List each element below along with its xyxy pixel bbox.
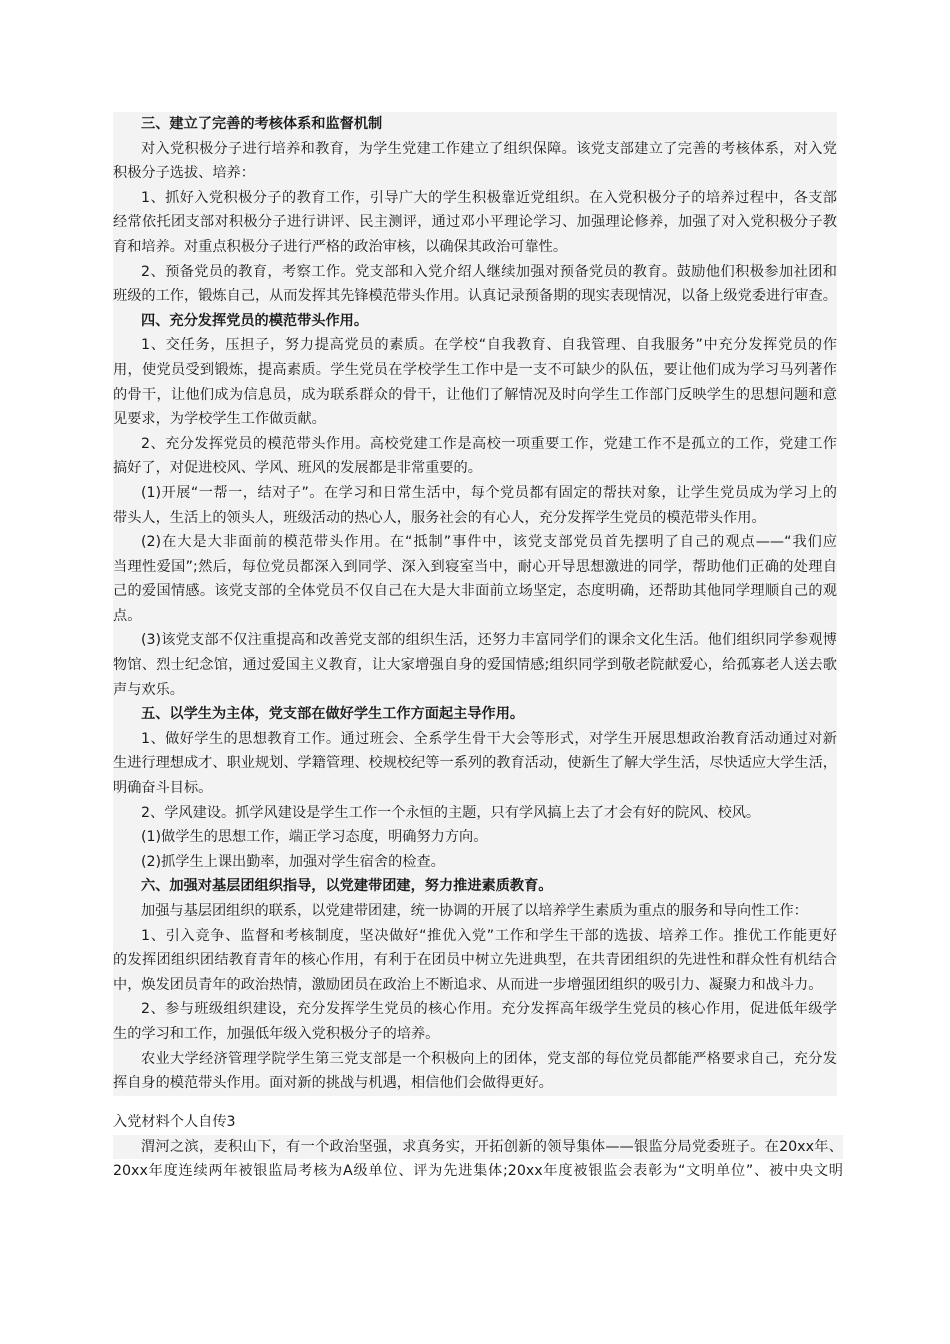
text-line: 2、预备党员的教育，考察工作。党支部和入党介绍人继续加强对预备党员的教育。鼓励他们积极参加社团和 — [141, 263, 837, 280]
section-heading: 三、建立了完善的考核体系和监督机制 — [141, 116, 383, 132]
text-line: 20xx年度连续两年被银监局考核为A级单位、评为先进集体;20xx年度被银监会表彰为“文明单位”、被中央文明 — [113, 1159, 843, 1184]
text-line: 班级的工作，锻炼自己，从而发挥其先锋模范带头作用。认真记录预备期的现实表现情况，以备上级党委进行审查。 — [113, 288, 837, 305]
text-line: (2)抓学生上课出勤率，加强对学生宿舍的检查。 — [141, 853, 445, 870]
text-line: 当理性爱国”;然后，每位党员都深入到同学、深入到寝室当中，耐心开导思想激进的同学，帮助他们正确的处理自 — [113, 558, 837, 575]
text-line: 搞好了，对促进校风、学风、班风的发展都是非常重要的。 — [113, 460, 482, 477]
text-line: 1、引入竞争、监督和考核制度，坚决做好“推优入党”工作和学生干部的选拔、培养工作。推优工作能更好 — [141, 927, 837, 944]
text-line: 挥自身的模范带头作用。面对新的挑战与机遇，相信他们会做得更好。 — [113, 1075, 553, 1092]
text-line: 生进行理想成才、职业规划、学籍管理、校规校纪等一系列的教育活动，使新生了解大学生活，尽快适应大学生活， — [113, 755, 837, 772]
text-line: 的骨干，让他们成为信息员，成为联系群众的骨干，让他们了解情况及时向学生工作部门反映学生的思想问题和意 — [113, 386, 837, 403]
text-line: 渭河之滨，麦积山下，有一个政治坚强，求真务实，开拓创新的领导集体——银监分局党委班子。在20xx年、 — [113, 1135, 843, 1160]
text-line: 带头人，生活上的领头人，班级活动的热心人，服务社会的有心人，充分发挥学生党员的模范带头作用。 — [113, 509, 766, 526]
text-line: (3)该党支部不仅注重提高和改善党支部的组织生活，还努力丰富同学们的课余文化生活。他们组织同学参观博 — [141, 632, 837, 649]
text-line: (1)做学生的思想工作，端正学习态度，明确努力方向。 — [141, 829, 488, 846]
section-heading: 五、以学生为主体，党支部在做好学生工作方面起主导作用。 — [141, 706, 525, 723]
document-tail — [113, 1110, 843, 1184]
text-line: 生的学习和工作，加强低年级入党积极分子的培养。 — [113, 1025, 440, 1042]
text-line: 经常依托团支部对积极分子进行讲评、民主测评，通过邓小平理论学习、加强理论修养，加强了对入党积极分子教 — [113, 214, 837, 231]
text-line: (2)在大是大非面前的模范带头作用。在“抵制”事件中，该党支部党员首先摆明了自己的观点——“我们应 — [141, 534, 837, 551]
text-line: (1)开展“一帮一，结对子”。在学习和日常生活中，每个党员都有固定的帮扶对象，让学生党员成为学习上的 — [141, 484, 837, 501]
text-line: 用，使党员受到锻炼，提高素质。学生党员在学校学生工作中是一支不可缺少的队伍，要让他们成为学习马列著作 — [113, 361, 837, 378]
text-line: 1、交任务，压担子，努力提高党员的素质。在学校“自我教育、自我管理、自我服务”中充分发挥党员的作 — [141, 337, 837, 354]
text-line: 2、充分发挥党员的模范带头作用。高校党建工作是高校一项重要工作，党建工作不是孤立的工作，党建工作 — [141, 435, 837, 452]
document-body — [113, 112, 837, 1096]
text-line: 己的爱国情感。该党支部的全体党员不仅自己在大是大非面前立场坚定，态度明确，还帮助其他同学理顺自己的观 — [113, 583, 837, 600]
text-line: 育和培养。对重点积极分子进行严格的政治审核，以确保其政治可靠性。 — [113, 238, 568, 255]
document-title: 入党材料个人自传3 — [113, 1110, 843, 1135]
text-line: 2、学风建设。抓学风建设是学生工作一个永恒的主题，只有学风搞上去了才会有好的院风、校风。 — [141, 804, 761, 821]
text-line: 1、做好学生的思想教育工作。通过班会、全系学生骨干大会等形式，对学生开展思想政治教育活动通过对新 — [141, 730, 837, 747]
text-line: 物馆、烈士纪念馆，通过爱国主义教育，让大家增强自身的爱国情感;组织同学到敬老院献爱心，给孤寡老人送去歌 — [113, 657, 837, 674]
text-line: 明确奋斗目标。 — [113, 780, 213, 797]
text-line: 加强与基层团组织的联系，以党建带团建，统一协调的开展了以培养学生素质为重点的服务和导向性工作： — [141, 903, 808, 919]
text-line: 1、抓好入党积极分子的教育工作，引导广大的学生积极靠近党组织。在入党积极分子的培养过程中，各支部 — [141, 189, 837, 206]
section-heading: 四、充分发挥党员的模范带头作用。 — [141, 312, 369, 329]
text-line: 声与欢乐。 — [113, 681, 184, 698]
text-line: 的发挥团组织团结教育青年的核心作用，有利于在团员中树立先进典型，在共青团组织的先进性和群众性有机结合 — [113, 952, 837, 969]
text-line: 中，焕发团员青年的政治热情，激励团员在政治上不断追求、从而进一步增强团组织的吸引力、凝聚力和战斗力。 — [113, 976, 823, 993]
text-line: 点。 — [113, 607, 142, 624]
text-line: 积极分子选拔、培养： — [113, 165, 255, 182]
text-line: 农业大学经济管理学院学生第三党支部是一个积极向上的团体，党支部的每位党员都能严格要求自己，充分发 — [141, 1050, 837, 1067]
text-line: 2、参与班级组织建设，充分发挥学生党员的核心作用。充分发挥高年级学生党员的核心作用，促进低年级学 — [141, 1001, 837, 1018]
text-line: 对入党积极分子进行培养和教育，为学生党建工作建立了组织保障。该党支部建立了完善的考核体系，对入党 — [141, 140, 837, 157]
text-line: 见要求，为学校学生工作做贡献。 — [113, 411, 326, 428]
section-heading: 六、加强对基层团组织指导，以党建带团建，努力推进素质教育。 — [141, 878, 553, 895]
